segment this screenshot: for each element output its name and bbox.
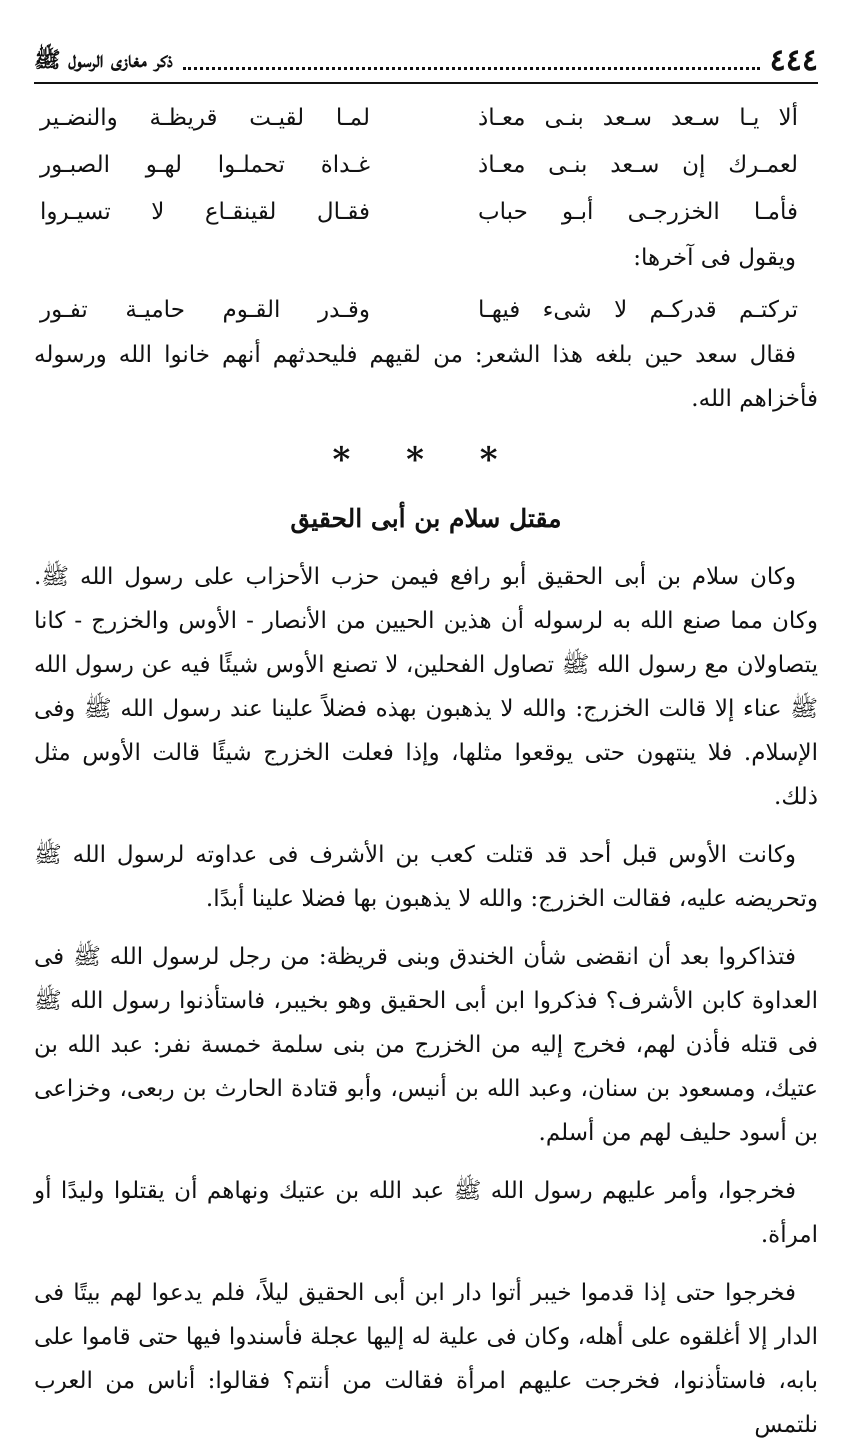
verse-first-hemistich: تركتـم قدركـم لا شىء فيهـا	[478, 296, 798, 323]
poem-block	[34, 286, 818, 333]
page-number: ٤٤٤	[769, 43, 818, 78]
running-header-title: ذكر مغازى الرسول ﷺ	[34, 47, 173, 73]
poem-verse	[34, 286, 818, 333]
verse-first-hemistich: ألا يـا سـعد سـعد بنـى معـاذ	[478, 104, 798, 131]
verse-first-hemistich: لعمـرك إن سـعد بنـى معـاذ	[478, 151, 798, 178]
poem-verse	[34, 141, 818, 188]
body-paragraph: وكانت الأوس قبل أحد قد قتلت كعب بن الأشرف فى عداوته لرسول الله ﷺ وتحريضه عليه، فقالت الخزرج: والله لا يذهبون بها فضلا علينا أبدًا.	[34, 842, 818, 912]
body-paragraph: وكان سلام بن أبى الحقيق أبو رافع فيمن حزب الأحزاب على رسول الله ﷺ. وكان مما صنع الله به لرسوله أن هذين الحيين من الأنصار - الأوس والخزرج - كانا يتصاولان مع رسول الله ﷺ تصاول الفحلين، لا تصنع الأوس شيئًا فيه عن رسول الله ﷺ عناء إلا قالت الخزرج: والله لا يذهبون بهذه فضلاً علينا عند رسول الله ﷺ وفى الإسلام. فلا ينتهون حتى يوقعوا مثلها، وإذا فعلت الخزرج شيئًا قالت الأوس مثل ذلك.	[34, 564, 818, 810]
body-paragraph: فخرجوا حتى إذا قدموا خيبر أتوا دار ابن أبى الحقيق ليلاً، فلم يدعوا لهم بيتًا فى الدار إلا أغلقوه على أهله، وكان فى علية له إليها عجلة فأسندوا فيها حتى قاموا على بابه، فاستأذنوا، فخرجت عليهم امرأة فقالت من أنتم؟ فقالوا: أناس من العرب نلتمس	[34, 1280, 818, 1438]
body-paragraph: فقال سعد حين بلغه هذا الشعر: من لقيهم فليحدثهم أنهم خانوا الله ورسوله فأخزاهم الله.	[34, 342, 818, 412]
verse-second-hemistich: غـداة تحملـوا لهـو الصبـور	[40, 151, 370, 178]
verse-second-hemistich: لمـا لقيـت قريظـة والنضـير	[40, 104, 370, 131]
poem-intro-line: ويقول فى آخرها:	[633, 245, 796, 271]
body-paragraph: فخرجوا، وأمر عليهم رسول الله ﷺ عبد الله بن عتيك ونهاهم أن يقتلوا وليدًا أو امرأة.	[34, 1178, 818, 1248]
running-header	[34, 40, 818, 84]
section-separator: * * *	[332, 440, 520, 480]
body-paragraph: فتذاكروا بعد أن انقضى شأن الخندق وبنى قريظة: من رجل لرسول الله ﷺ فى العداوة كابن الأشرف؟ فذكروا ابن أبى الحقيق وهو بخيبر، فاستأذنوا رسول الله ﷺ فى قتله فأذن لهم، فخرج إليه من الخزرج من بنى سلمة خمسة نفر: عبد الله بن عتيك، ومسعود بن سنان، وعبد الله بن أنيس، وأبو قتادة الحارث بن ربعى، وخزاعى بن أسود حليف لهم من أسلم.	[34, 944, 818, 1146]
poem-verse	[34, 94, 818, 141]
section-heading: مقتل سلام بن أبى الحقيق	[290, 504, 562, 533]
verse-first-hemistich: فأمـا الخزرجـى أبـو حباب	[478, 198, 798, 225]
verse-second-hemistich: وقـدر القـوم حاميـة تفـور	[40, 296, 370, 323]
poem-block	[34, 94, 818, 235]
dotted-leader	[183, 66, 760, 70]
poem-verse	[34, 188, 818, 235]
verse-second-hemistich: فقـال لقينقـاع لا تسيـروا	[40, 198, 370, 225]
book-page	[34, 40, 818, 1438]
